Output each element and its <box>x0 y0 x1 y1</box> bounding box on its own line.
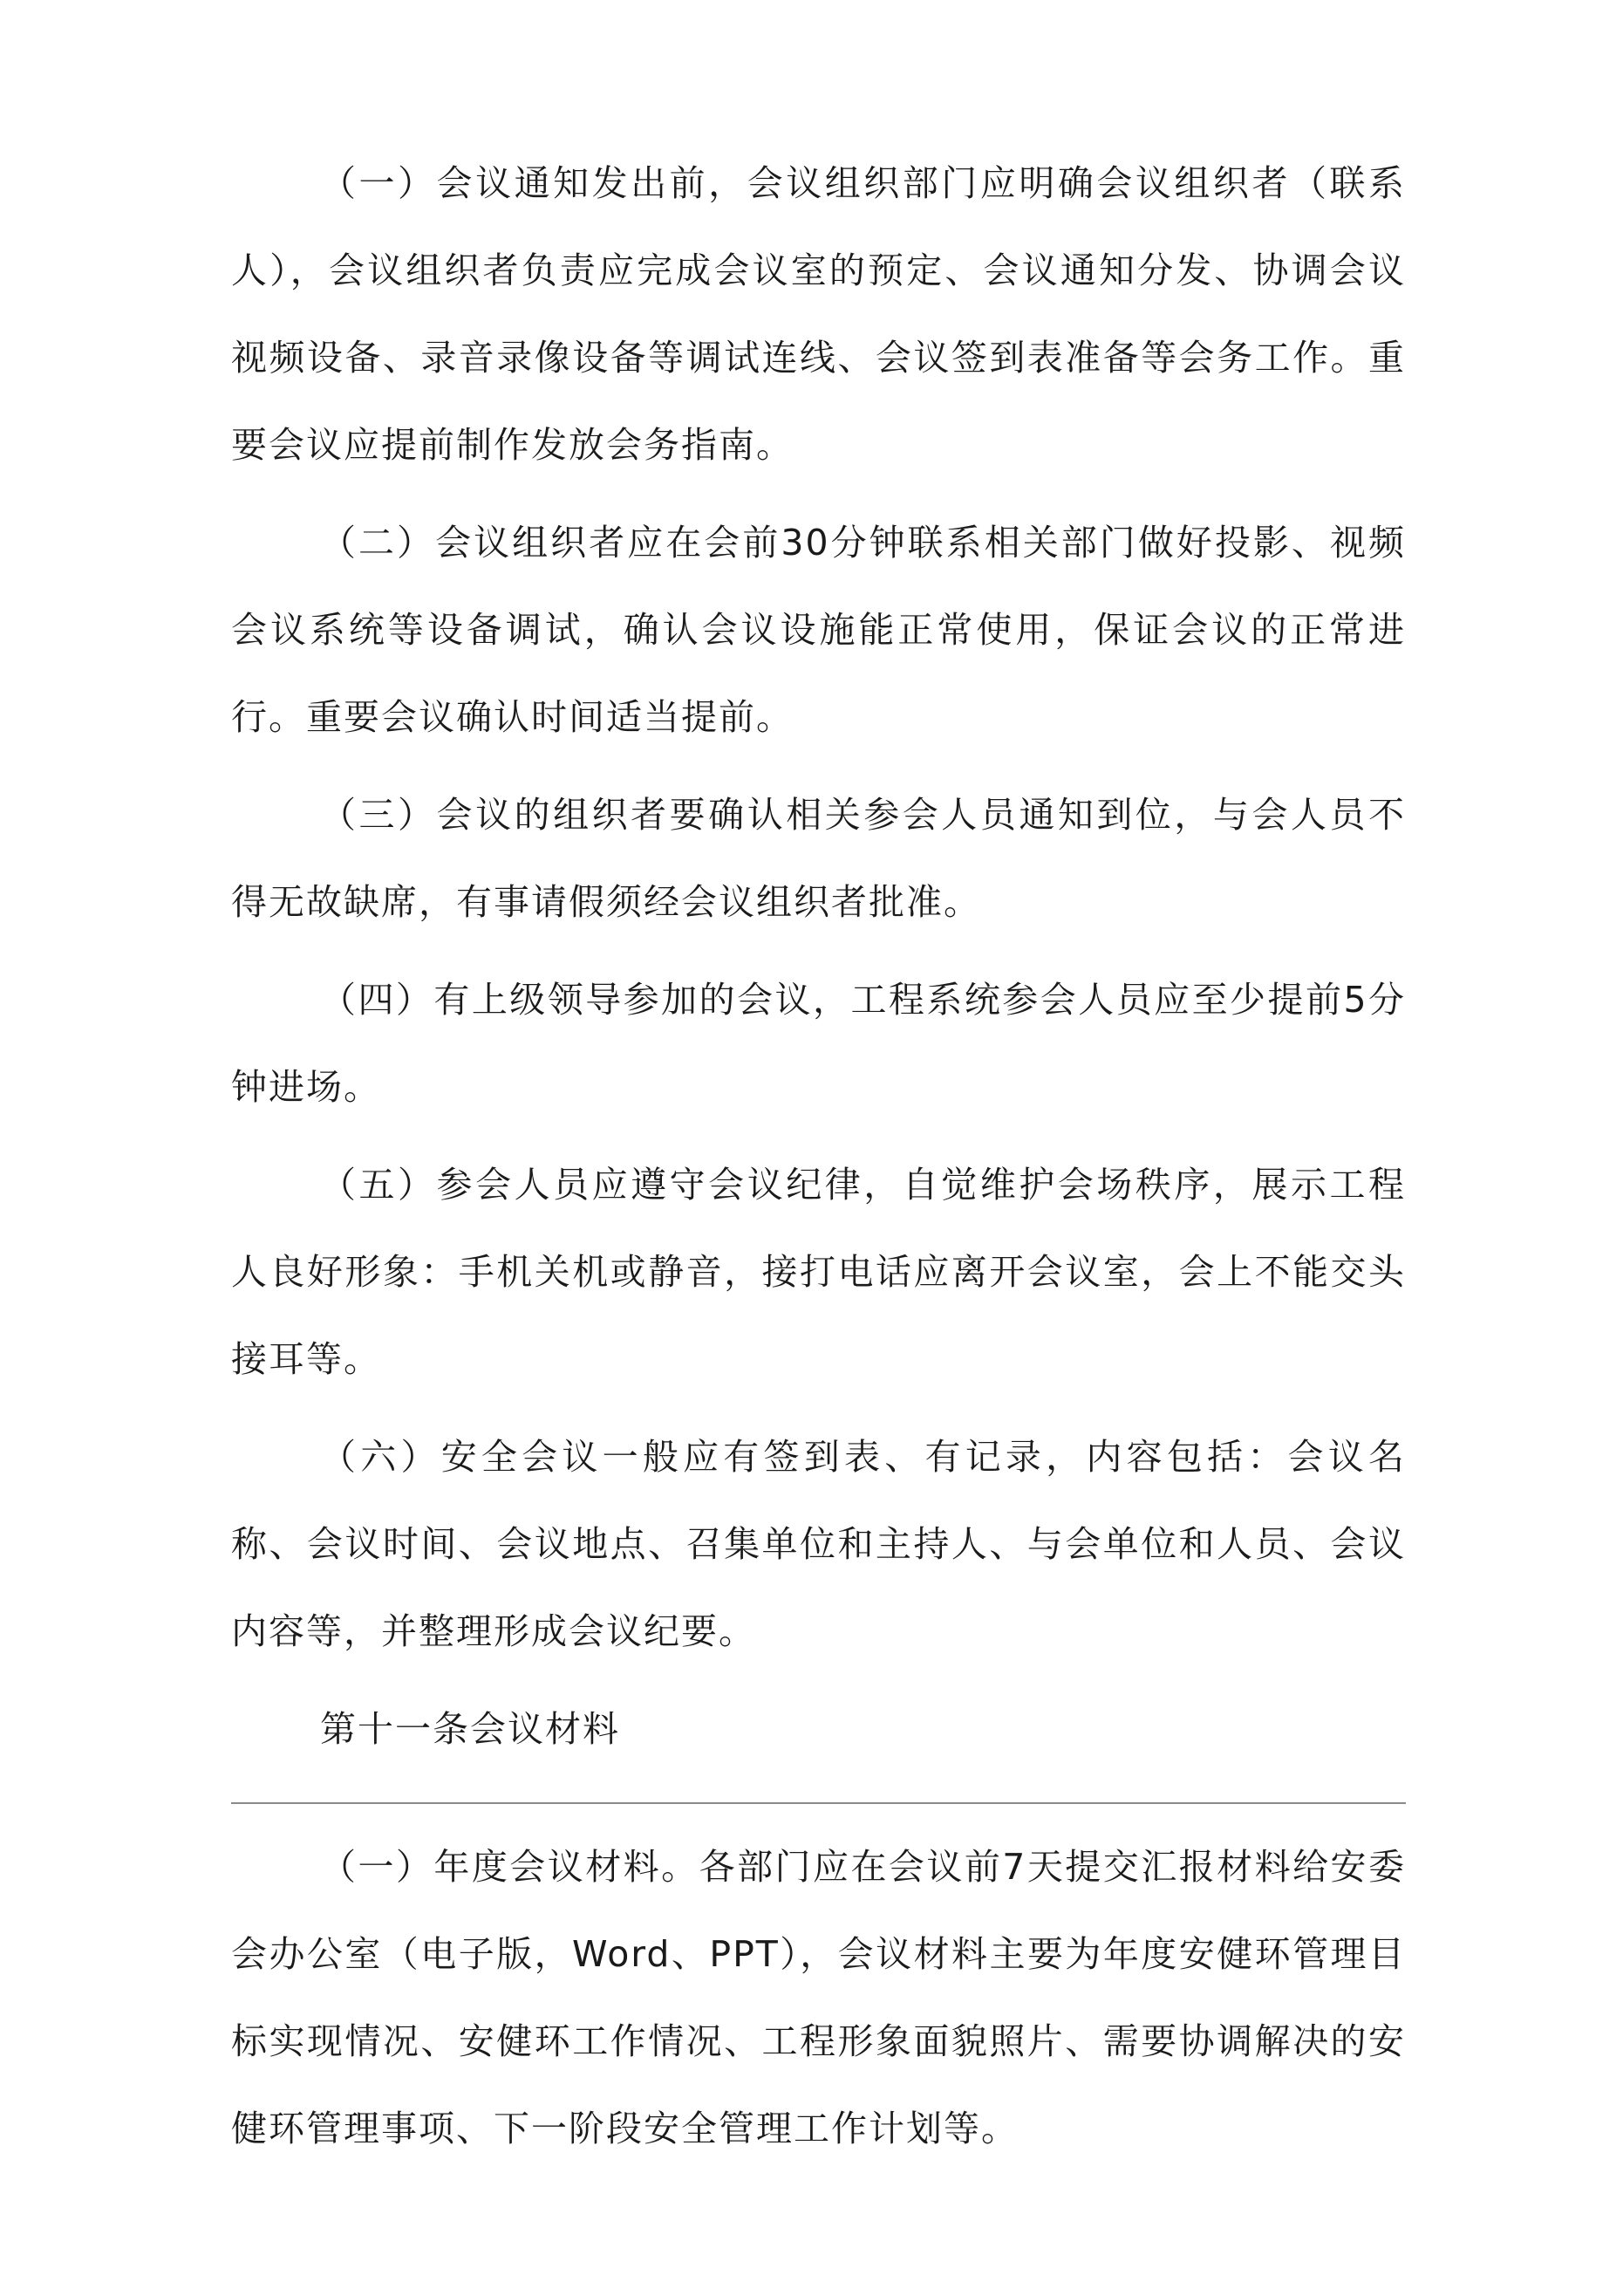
paragraph-2: （二）会议组织者应在会前30分钟联系相关部门做好投影、视频会议系统等设备调试，确认会议设施能正常使用，保证会议的正常进行。重要会议确认时间适当提前。 <box>231 522 1406 738</box>
section-divider <box>231 1802 1406 1804</box>
paragraph-3: （三）会议的组织者要确认相关参会人员通知到位，与会人员不得无故缺席，有事请假须经会议组织者批准。 <box>231 794 1406 923</box>
document-body <box>231 140 1406 2172</box>
paragraph-5: （五）参会人员应遵守会议纪律，自觉维护会场秩序，展示工程人良好形象：手机关机或静音，接打电话应离开会议室，会上不能交头接耳等。 <box>231 1164 1406 1380</box>
paragraph-1: （一）会议通知发出前，会议组织部门应明确会议组织者（联系人），会议组织者负责应完成会议室的预定、会议通知分发、协调会议视频设备、录音录像设备等调试连线、会议签到表准备等会务工作。重要会议应提前制作发放会务指南。 <box>231 162 1406 466</box>
article-title: 第十一条会议材料 <box>320 1708 620 1750</box>
paragraph-7: （一）年度会议材料。各部门应在会议前7天提交汇报材料给安委会办公室（电子版，Word、PPT），会议材料主要为年度安健环管理目标实现情况、安健环工作情况、工程形象面貌照片、需要协调解决的安健环管理事项、下一阶段安全管理工作计划等。 <box>231 1846 1406 2149</box>
paragraph-4: （四）有上级领导参加的会议，工程系统参会人员应至少提前5分钟进场。 <box>231 979 1406 1108</box>
paragraph-6: （六）安全会议一般应有签到表、有记录，内容包括：会议名称、会议时间、会议地点、召集单位和主持人、与会单位和人员、会议内容等，并整理形成会议纪要。 <box>231 1436 1406 1652</box>
